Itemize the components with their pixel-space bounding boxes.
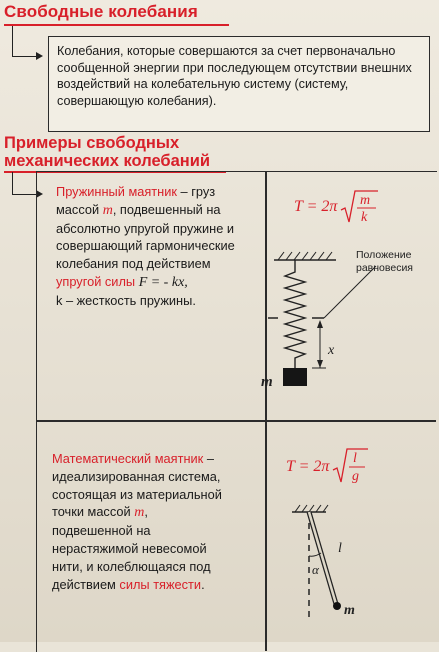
spring-pendulum-term: Пружинный маятник — [56, 184, 177, 199]
mass-label: m — [261, 374, 273, 390]
math-period-formula — [286, 458, 329, 476]
alpha-label: α — [312, 562, 319, 577]
spring-sqrt-fraction — [340, 188, 380, 226]
equilibrium-label — [356, 249, 413, 274]
text: нити, и колеблющаяся под — [52, 558, 211, 574]
label-line: равновесия — [356, 261, 413, 274]
connector-line — [12, 172, 37, 195]
definition-line: Колебания, которые совершаются за счет первоначально — [57, 44, 396, 58]
mass-symbol: m — [102, 202, 113, 218]
table-divider-horizontal — [36, 420, 436, 422]
spring-period-formula — [294, 198, 337, 216]
fraction-numerator: l — [353, 451, 357, 466]
title-underline — [4, 24, 229, 26]
text: колебания под действием — [56, 256, 211, 272]
section-title-examples — [4, 134, 210, 170]
text: совершающий гармонические — [56, 238, 235, 254]
math-pendulum-term: Математический маятник — [52, 451, 204, 466]
mass-label: m — [344, 603, 355, 618]
text: , подвешенный на — [112, 201, 221, 217]
definition-line: воздействий на колебательную систему (систему, — [57, 77, 349, 92]
label-line: Положение — [356, 249, 412, 261]
text: абсолютно упругой пружине и — [56, 220, 235, 236]
formula-left: T = 2π — [286, 458, 330, 475]
arrow-right-icon — [36, 52, 43, 60]
table-divider-vertical — [265, 171, 267, 651]
section-title-free-oscillations: Свободные колебания — [4, 2, 198, 21]
elastic-force-term: упругой силы — [56, 273, 136, 289]
mass-symbol: m — [134, 505, 145, 521]
math-sqrt-fraction — [332, 446, 372, 486]
text: – — [203, 451, 214, 466]
text: состоящая из материальной — [52, 486, 222, 502]
text: нерастяжимой невесомой — [52, 540, 207, 556]
fraction-numerator: m — [360, 193, 371, 208]
title-line: Примеры свободных — [4, 134, 180, 152]
gravity-term: силы тяжести — [119, 576, 202, 592]
text: точки массой — [52, 504, 131, 520]
text: – груз — [180, 184, 216, 199]
text: подвешенной на — [52, 523, 151, 539]
text: массой — [56, 201, 100, 217]
math-pendulum-description: Математический маятник – идеализированная система, состоящая из материальной точки массой m, подвешенной на нерастяжимой невесомой нити, и колеблющаяся под действием силы тяжести. — [52, 450, 264, 593]
fraction-denominator: k — [361, 210, 368, 225]
spring-pendulum-description — [56, 183, 262, 310]
definition-line: совершающую колебания). — [57, 93, 217, 108]
formula-left: T = 2π — [294, 198, 338, 215]
length-label: l — [338, 541, 342, 556]
definition-line: сообщенной энергии при последующем отсутствии внешних — [57, 60, 412, 75]
stiffness-note: k – жесткость пружины. — [56, 292, 196, 308]
text: идеализированная система, — [52, 468, 221, 484]
hooke-formula: F = - kx, — [138, 274, 188, 290]
math-pendulum-diagram — [282, 500, 392, 630]
title-line: механических колебаний — [4, 152, 211, 170]
definition-box — [48, 36, 430, 132]
fraction-denominator: g — [352, 469, 359, 484]
connector-line — [12, 26, 37, 57]
x-label: x — [328, 343, 335, 358]
text: действием — [52, 576, 116, 592]
